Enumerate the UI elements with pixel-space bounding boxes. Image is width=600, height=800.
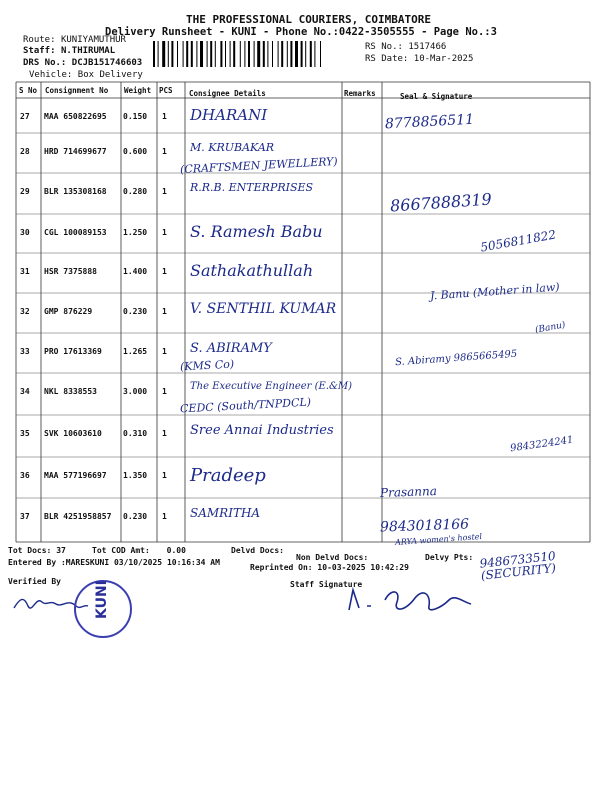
runsheet-title: Delivery Runsheet - KUNI - Phone No.:0422-3505555 - Page No.:3 (105, 26, 497, 38)
row-sno: 32 (20, 307, 30, 316)
row-consignment: BLR 4251958857 (44, 512, 112, 521)
security-note: 9486733510 (SECURITY) (478, 548, 557, 583)
entered-by: Entered By :MARESKUNI 03/10/2025 10:16:34 AM (8, 558, 220, 567)
row-sno: 36 (20, 471, 30, 480)
row-pcs: 1 (162, 267, 167, 276)
stamp-text: KUNI (94, 580, 110, 619)
row-pcs: 1 (162, 347, 167, 356)
reprinted-on: Reprinted On: 10-03-2025 10:42:29 (250, 563, 409, 572)
vehicle-label: Vehicle: (29, 70, 73, 80)
tot-docs-value: 37 (56, 546, 66, 555)
row-weight: 0.310 (123, 429, 148, 438)
row-weight: 1.265 (123, 347, 148, 356)
row-weight: 1.400 (123, 267, 148, 276)
row-consignee: R.R.B. ENTERPRISES (190, 181, 314, 194)
staff-signature-label: Staff Signature (290, 580, 363, 589)
row-pcs: 1 (162, 187, 167, 196)
aarya-note: ARYA women's hostel (394, 531, 483, 548)
row-pcs: 1 (162, 147, 167, 156)
row-consignee: Sathakathullah (190, 261, 314, 280)
row-consignment: HRD 714699677 (44, 147, 107, 156)
row-consignee-extra: CEDC (South/TNPDCL) (179, 395, 312, 416)
row-sno: 34 (20, 387, 30, 396)
drs-label: DRS No.: (23, 58, 67, 68)
row-pcs: 1 (162, 307, 167, 316)
company-title: THE PROFESSIONAL COURIERS, COIMBATORE (186, 13, 432, 26)
row-weight: 0.280 (123, 187, 148, 196)
row-weight: 0.230 (123, 512, 148, 521)
row-sno: 31 (20, 267, 30, 276)
col-header-consignee: Consignee Details (189, 89, 266, 98)
col-header-sno: S No (19, 86, 38, 95)
row-pcs: 1 (162, 387, 167, 396)
row-pcs: 1 (162, 429, 167, 438)
rs-no-value: 1517466 (408, 42, 447, 52)
tot-docs-label: Tot Docs: (8, 546, 52, 555)
staff-signature-icon (345, 582, 475, 618)
row-weight: 1.350 (123, 471, 148, 480)
tot-cod-value: 0.00 (166, 546, 186, 555)
row-seal-signature: J. Banu (Mother in law) (429, 280, 560, 303)
rs-date-value: 10-Mar-2025 (413, 54, 474, 64)
row-consignee: M. KRUBAKAR (190, 141, 275, 154)
row-consignment: MAA 577196697 (44, 471, 107, 480)
staff-label: Staff: (23, 46, 56, 56)
delvy-pts-label: Delvy Pts: (425, 553, 474, 562)
tot-docs (8, 546, 66, 555)
row-seal-signature: (Banu) (534, 320, 567, 336)
delvd-docs-label: Delvd Docs: (231, 546, 284, 555)
row-weight: 3.000 (123, 387, 148, 396)
row-sno: 27 (20, 112, 30, 121)
row-consignment: SVK 10603610 (44, 429, 102, 438)
row-consignee: S. Ramesh Babu (190, 222, 323, 241)
row-consignment: NKL 8338553 (44, 387, 97, 396)
verified-by-label: Verified By (8, 577, 61, 586)
route-label: Route: (23, 35, 56, 45)
row-pcs: 1 (162, 471, 167, 480)
col-header-seal: Seal & Signature (400, 92, 473, 101)
row-pcs: 1 (162, 512, 167, 521)
row-seal-signature: S. Abiramy 9865665495 (394, 348, 518, 369)
row-consignee: V. SENTHIL KUMAR (190, 301, 337, 317)
row-seal-signature: Prasanna (379, 484, 438, 500)
row-seal-signature: 8667888319 (389, 189, 493, 216)
row-seal-signature: 5056811822 (479, 227, 557, 255)
staff-value: N.THIRUMAL (60, 46, 116, 56)
non-delvd-docs-label: Non Delvd Docs: (296, 553, 369, 562)
row-weight: 1.250 (123, 228, 148, 237)
row-consignee: Pradeep (190, 465, 266, 486)
row-weight: 0.150 (123, 112, 148, 121)
row-seal-signature: 8778856511 (384, 111, 475, 133)
rs-no-label: RS No.: (365, 42, 403, 52)
drs-value: DCJB151746603 (71, 58, 143, 68)
col-header-pcs: PCS (159, 86, 173, 95)
row-sno: 29 (20, 187, 30, 196)
row-consignee: Sree Annai Industries (190, 423, 334, 438)
row-weight: 0.230 (123, 307, 148, 316)
row-consignment: PRO 17613369 (44, 347, 102, 356)
tot-cod-label: Tot COD Amt: (92, 546, 150, 555)
kuni-stamp-icon (74, 580, 132, 638)
row-consignment: BLR 135308168 (44, 187, 107, 196)
row-consignment: HSR 7375888 (44, 267, 97, 276)
route-value: KUNIYAMUTHUR (60, 35, 126, 45)
row-consignee: S. ABIRAMY (190, 341, 272, 356)
row-sno: 37 (20, 512, 30, 521)
row-seal-signature: 9843018166 (379, 516, 470, 536)
row-consignee-extra: (KMS Co) (179, 357, 235, 374)
row-sno: 35 (20, 429, 30, 438)
row-consignee: The Executive Engineer (E.&M) (190, 381, 353, 392)
tot-cod (92, 546, 186, 555)
row-consignee: DHARANI (190, 106, 268, 124)
row-sno: 30 (20, 228, 30, 237)
rs-date-label: RS Date: (365, 54, 409, 64)
row-consignee: SAMRITHA (190, 506, 261, 520)
row-weight: 0.600 (123, 147, 148, 156)
row-seal-signature: 9843224241 (509, 434, 575, 455)
row-consignee-extra: (CRAFTSMEN JEWELLERY) (179, 154, 338, 177)
row-consignment: CGL 100089153 (44, 228, 107, 237)
row-pcs: 1 (162, 112, 167, 121)
vehicle-value: Box Delivery (77, 70, 143, 80)
row-consignment: GMP 876229 (44, 307, 93, 316)
row-sno: 33 (20, 347, 30, 356)
col-header-remarks: Remarks (344, 89, 376, 98)
col-header-weight: Weight (124, 86, 152, 95)
row-pcs: 1 (162, 228, 167, 237)
col-header-consignment: Consignment No (45, 86, 109, 95)
row-sno: 28 (20, 147, 30, 156)
row-consignment: MAA 650822695 (44, 112, 107, 121)
